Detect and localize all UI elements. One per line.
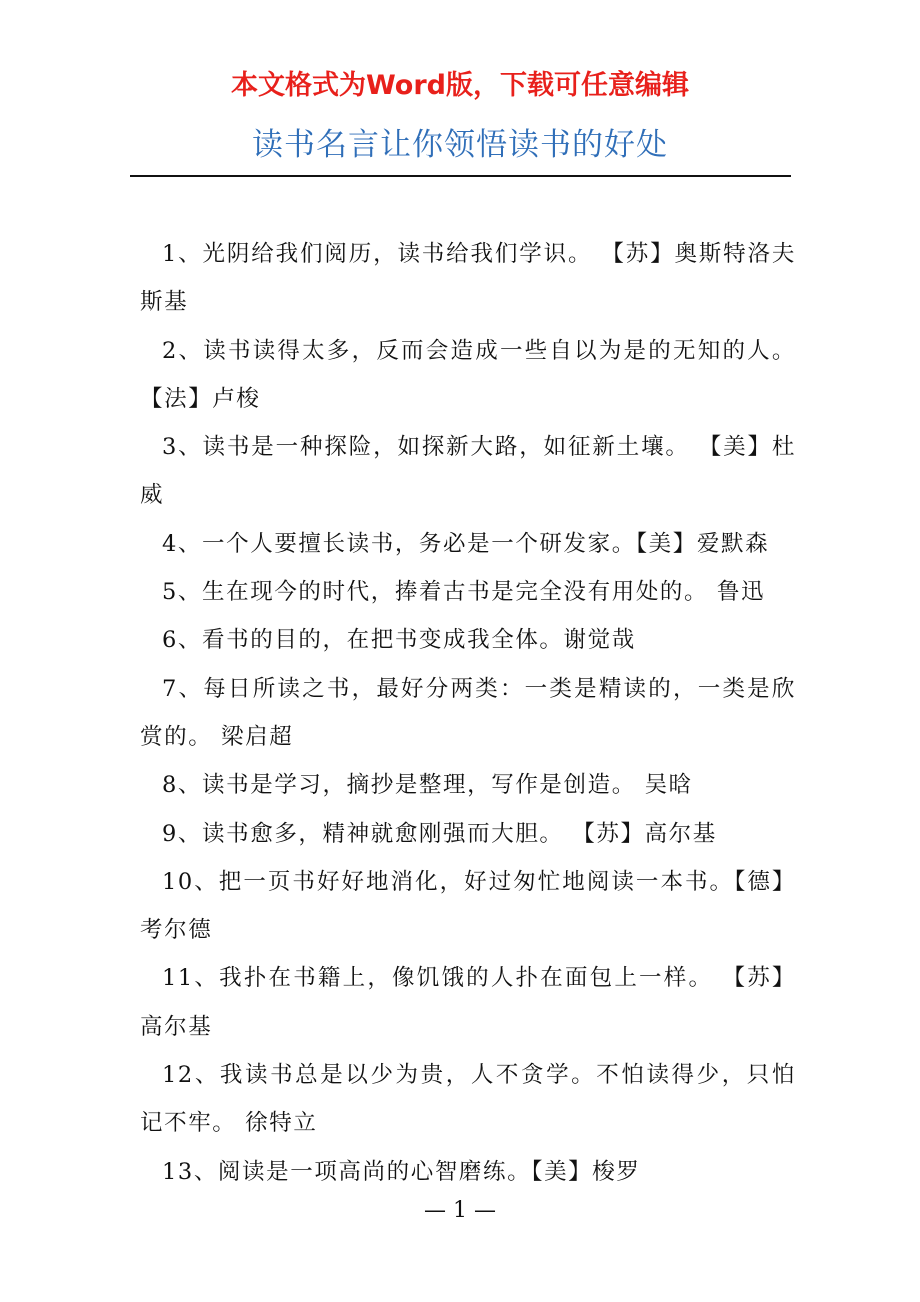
format-notice-banner: 本文格式为Word版，下载可任意编辑 xyxy=(230,70,689,101)
quote-item: 2、读书读得太多，反而会造成一些自以为是的无知的人。【法】卢梭 xyxy=(140,337,796,412)
quote-item: 7、每日所读之书，最好分两类：一类是精读的，一类是欣赏的。 梁启超 xyxy=(140,675,796,750)
quote-item: 11、我扑在书籍上，像饥饿的人扑在面包上一样。 【苏】高尔基 xyxy=(140,965,796,1040)
quote-list xyxy=(140,230,796,1196)
quote-item: 12、我读书总是以少为贵，人不贪学。不怕读得少，只怕记不牢。 徐特立 xyxy=(140,1062,796,1137)
quote-item: 3、读书是一种探险，如探新大路，如征新土壤。 【美】杜威 xyxy=(140,434,796,509)
quote-item: 8、读书是学习，摘抄是整理，写作是创造。 吴晗 xyxy=(162,772,693,799)
quote-item: 9、读书愈多，精神就愈刚强而大胆。 【苏】高尔基 xyxy=(162,820,717,847)
quote-item: 13、阅读是一项高尚的心智磨练。【美】梭罗 xyxy=(162,1158,641,1185)
quote-item: 6、看书的目的，在把书变成我全体。谢觉哉 xyxy=(162,627,636,654)
quote-item: 4、一个人要擅长读书，务必是一个研发家。【美】爱默森 xyxy=(162,530,770,557)
quote-item: 10、把一页书好好地消化，好过匆忙地阅读一本书。【德】考尔德 xyxy=(140,868,796,944)
quote-item: 5、生在现今的时代，捧着古书是完全没有用处的。 鲁迅 xyxy=(162,579,766,606)
document-title: 读书名言让你领悟读书的好处 xyxy=(252,127,668,163)
quote-item: 1、光阴给我们阅历，读书给我们学识。 【苏】奥斯特洛夫斯基 xyxy=(140,241,796,316)
page-number: — 1 — xyxy=(424,1198,496,1223)
title-divider xyxy=(130,175,791,177)
